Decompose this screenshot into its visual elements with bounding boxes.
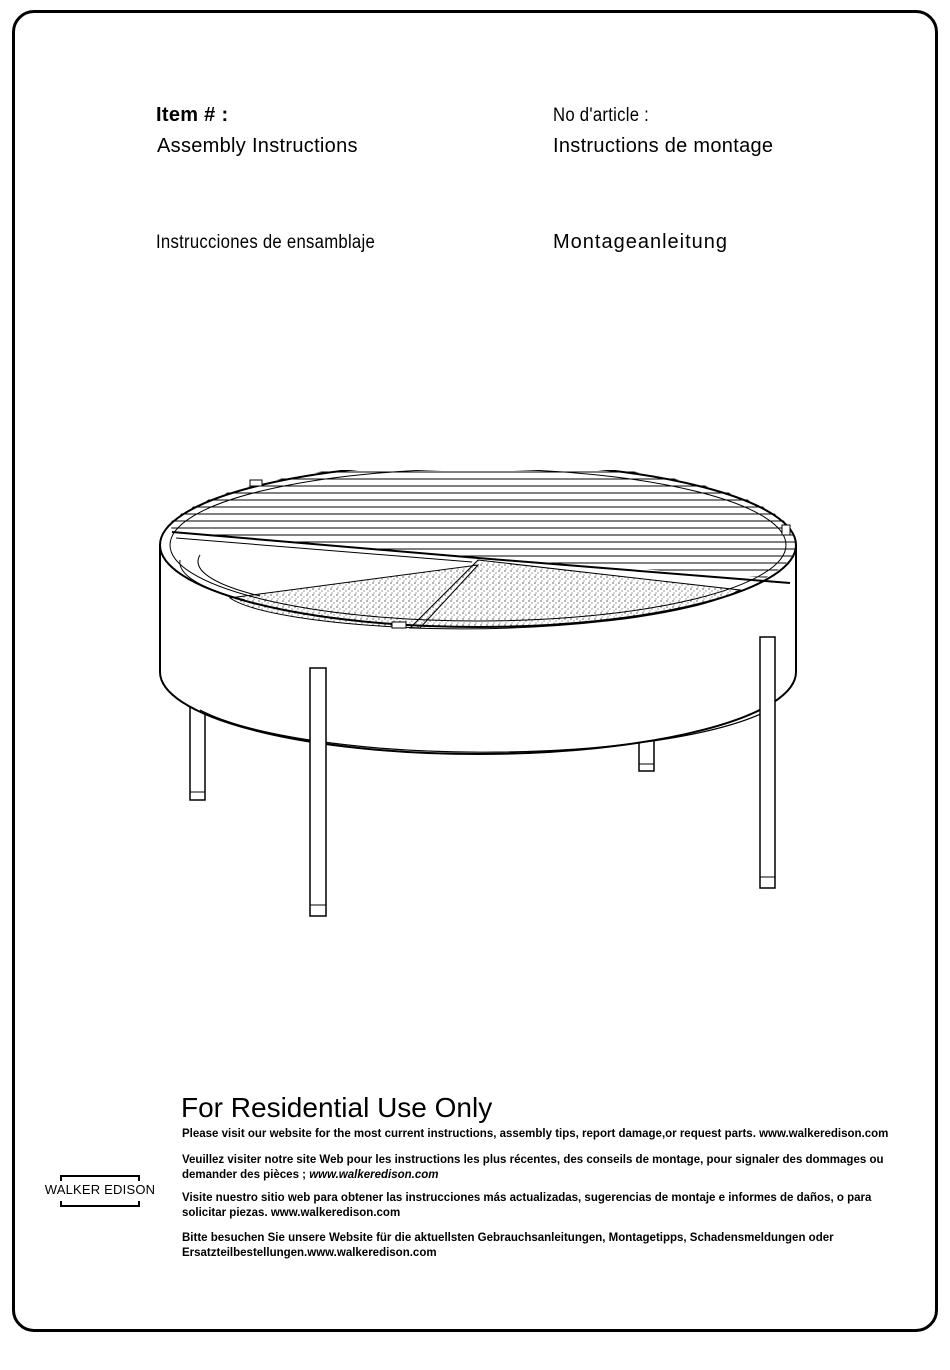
item-number-label: Item # : bbox=[156, 104, 229, 126]
fr-item-number-label: No d'article : bbox=[553, 105, 650, 126]
table-leg-back-left bbox=[190, 700, 205, 800]
fr-instructions-title: Instructions de montage bbox=[553, 135, 774, 157]
residential-use-title: For Residential Use Only bbox=[181, 1092, 493, 1123]
logo-text: WALKER EDISON bbox=[44, 1182, 156, 1197]
walker-edison-logo bbox=[40, 1175, 160, 1207]
table-leg-front-left bbox=[310, 668, 326, 916]
de-website-note: Bitte besuchen Sie unsere Website für die aktuellsten Gebrauchsanleitungen, Montagetipps, Schadensmeldungen oder Ersatzteilbestellungen.www.walkeredison.com bbox=[182, 1232, 834, 1259]
de-instructions-title: Montageanleitung bbox=[553, 231, 729, 253]
fr-website-note: Veuillez visiter notre site Web pour les instructions les plus récentes, des conseils de montage, pour signaler des dommages ou demander des pièces ; www.walkeredison.com bbox=[182, 1154, 884, 1181]
assembly-instructions-title: Assembly Instructions bbox=[157, 135, 358, 157]
es-website-link[interactable]: www.walkeredison.com bbox=[270, 1207, 401, 1219]
es-instructions-title: Instrucciones de ensamblaje bbox=[156, 232, 376, 253]
de-website-link[interactable]: www.walkeredison.com bbox=[307, 1247, 437, 1259]
fr-website-link[interactable]: www.walkeredison.com bbox=[309, 1169, 439, 1181]
round-coffee-table-icon bbox=[150, 470, 800, 930]
es-website-note: Visite nuestro sitio web para obtener las instrucciones más actualizadas, sugerencias de montaje e informes de daños, o para solicitar piezas. www.walkeredison.com bbox=[182, 1192, 872, 1219]
table-leg-front-right bbox=[760, 637, 775, 888]
en-website-link[interactable]: www.walkeredison.com bbox=[759, 1128, 889, 1140]
en-website-note: Please visit our website for the most current instructions, assembly tips, report damage,or request parts. www.walkeredison.com bbox=[182, 1128, 889, 1140]
